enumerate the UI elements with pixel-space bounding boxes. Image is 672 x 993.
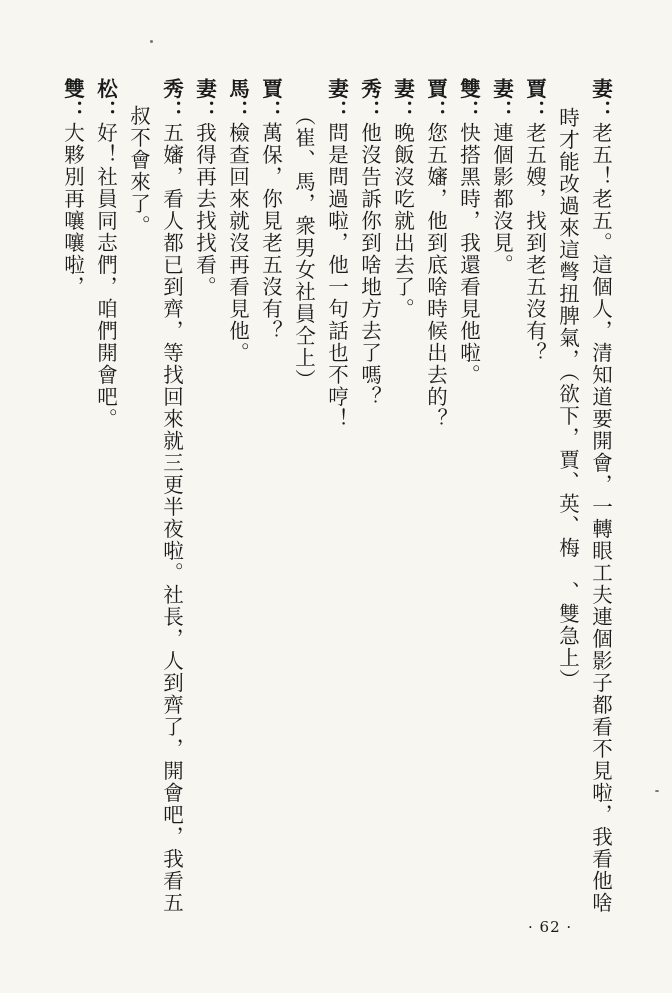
- dialogue-line: [62, 78, 83, 298]
- dialogue-line: [590, 78, 611, 914]
- speaker-label: 雙：: [60, 78, 85, 122]
- dialogue-text: 連個影都沒見。: [489, 122, 514, 276]
- dialogue-line: [260, 78, 281, 342]
- dialogue-line: [326, 78, 347, 430]
- dialogue-text: （崔、馬，衆男女社員仝上）: [291, 105, 316, 391]
- dialogue-line: [458, 78, 479, 386]
- speaker-label: 秀：: [159, 78, 184, 122]
- dialogue-text: 叔不會來了。: [126, 105, 151, 237]
- dialogue-line: [425, 78, 446, 430]
- speaker-label: 馬：: [225, 78, 250, 122]
- dialogue-line: [227, 78, 248, 364]
- dialogue-line: [491, 78, 512, 276]
- page-number: · 62 ·: [528, 918, 573, 936]
- dialogue-line: [161, 78, 182, 914]
- dialogue-text: 他沒告訴你到啥地方去了嗎？: [357, 122, 382, 408]
- dialogue-text: 問是問過啦，他一句話也不哼！: [324, 122, 349, 430]
- speaker-label: 妻：: [324, 78, 349, 122]
- dialogue-line: [557, 107, 578, 691]
- dialogue-text: 老五嫂，找到老五沒有？: [522, 122, 547, 364]
- speaker-label: 松：: [93, 78, 118, 122]
- dialogue-text: 晚飯沒吃就出去了。: [390, 122, 415, 320]
- dialogue-text: 時才能改過來這彆扭脾氣，（欲下，賈、英、梅 、雙急上）: [555, 107, 580, 691]
- dialogue-text: 五嬸，看人都已到齊，等找回來就三更半夜啦。社長，人到齊了，開會吧，我看五: [159, 122, 184, 914]
- dialogue-text: 快搭黑時，我還看見他啦。: [456, 122, 481, 386]
- speaker-label: 賈：: [423, 78, 448, 122]
- paper-speck: [150, 40, 153, 43]
- dialogue-line: [128, 105, 149, 237]
- speaker-label: 妻：: [390, 78, 415, 122]
- speaker-label: 妻：: [489, 78, 514, 122]
- dialogue-line: [392, 78, 413, 320]
- dialogue-line: [524, 78, 545, 364]
- dialogue-text: 檢查回來就沒再看見他。: [225, 122, 250, 364]
- dialogue-text: 大夥別再嚷嚷啦，: [60, 122, 85, 298]
- dialogue-line: [359, 78, 380, 408]
- dialogue-text: 我得再去找找看。: [192, 122, 217, 298]
- dialogue-text: 老五！老五。這個人，清知道要開會，一轉眼工夫連個影子都看不見啦，我看他啥: [588, 122, 613, 914]
- dialogue-text: 萬保，你見老五沒有？: [258, 122, 283, 342]
- dialogue-text: 您五嬸，他到底啥時候出去的？: [423, 122, 448, 430]
- speaker-label: 賈：: [258, 78, 283, 122]
- speaker-label: 賈：: [522, 78, 547, 122]
- speaker-label: 雙：: [456, 78, 481, 122]
- paper-speck: [655, 790, 659, 792]
- speaker-label: 妻：: [192, 78, 217, 122]
- dialogue-line: [95, 78, 116, 430]
- dialogue-text: 好！社員同志們，咱們開會吧。: [93, 122, 118, 430]
- speaker-label: 妻：: [588, 78, 613, 122]
- dialogue-line: [194, 78, 215, 298]
- dialogue-line: [293, 105, 314, 391]
- speaker-label: 秀：: [357, 78, 382, 122]
